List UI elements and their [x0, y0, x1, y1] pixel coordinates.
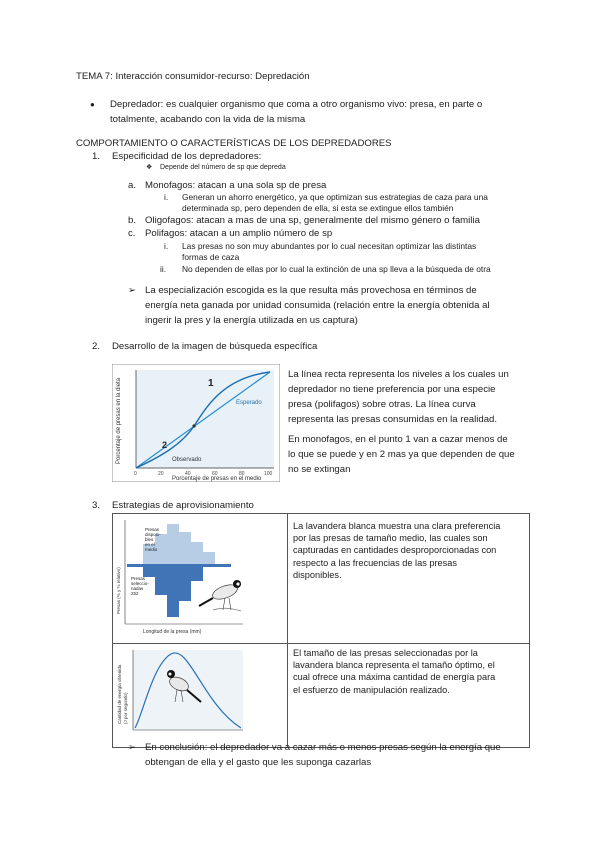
- fig1-label-bottom-3: nadas: [131, 586, 144, 591]
- prey-figure-tick-80: 80: [239, 471, 245, 477]
- conclusion-line-1: En conclusión: el depredador va a cazar más o menos presas según la energía que: [145, 742, 501, 753]
- item-2-para-2-line-1: En monofagos, en el punto 1 van a cazar menos de: [288, 434, 508, 445]
- item-1b-marker: b.: [128, 215, 137, 226]
- table-cell-text-2: [288, 644, 530, 748]
- foraging-strategies-table: [112, 513, 530, 748]
- diamond-bullet-icon: ❖: [146, 164, 153, 171]
- fig1-label-top-4: en el: [145, 542, 155, 547]
- fig2-ylabel: Cantidad de energía obtenida: [117, 664, 122, 724]
- item-1a-i-line-2: determinada sp, pero dependen de ella, si esta se extingue ellos también: [182, 203, 454, 213]
- prey-figure-tick-40: 40: [185, 471, 191, 477]
- item-1-note: Depende del número de sp que depreda: [160, 164, 286, 171]
- cell-1-line-5: disponibles.: [293, 569, 342, 580]
- definition-line-1: Depredador: es cualquier organismo que coma a otro organismo vivo: presa, en parte o: [110, 99, 483, 110]
- item-1a-i-marker: i.: [164, 192, 169, 202]
- item-2-para-2-line-2: lo que se puede y en 2 mas ya que dependen de que: [288, 449, 515, 460]
- cell-2-line-2: lavandera blanca representa el tamaño óptimo, el: [293, 660, 495, 671]
- fig1-label-top-1: Presas: [145, 527, 160, 532]
- item-1a-i-line-1: Generan un ahorro energético, ya que optimizan sus estrategias de caza para una: [182, 192, 488, 202]
- section-heading: COMPORTAMIENTO O CARACTERÍSTICAS DE LOS DEPREDADORES: [76, 138, 392, 149]
- prey-figure-tick-0: 0: [134, 471, 137, 477]
- item-1b-text: Oligofagos: atacan a mas de una sp, generalmente del mismo género o familia: [145, 215, 480, 226]
- prey-figure-label-observado: Observado: [172, 457, 202, 463]
- fig1-label-bottom-4: 252: [131, 591, 139, 596]
- fig2-ylabel-2: (J por segundo): [123, 692, 128, 724]
- fig1-ylabel: Presas (% y % relativo): [116, 567, 121, 614]
- item-1c-text: Polifagos: atacan a un amplio número de sp: [145, 228, 333, 239]
- bullet-icon: ●: [90, 100, 95, 109]
- specialization-line-3: ingerir la pres y la energía utilizada en us captura): [145, 315, 358, 326]
- prey-figure-label-2: 2: [162, 440, 168, 450]
- table-cell-figure-2: [113, 644, 288, 748]
- energy-curve-figure: [113, 644, 287, 742]
- cell-1-line-3: capturadas en cantidades desproporcionadas con: [293, 545, 497, 556]
- wagtail-bird-icon: [199, 580, 241, 611]
- item-1-title: Especificidad de los depredadores:: [112, 151, 262, 162]
- prey-figure-label-1: 1: [208, 378, 214, 389]
- table-cell-figure-1: [113, 514, 288, 644]
- item-3-title: Estrategias de aprovisionamiento: [112, 500, 254, 511]
- prey-figure-tick-20: 20: [158, 471, 164, 477]
- cell-1-line-4: respecto a las frecuencias de las presas: [293, 557, 457, 568]
- cell-2-line-1: El tamaño de las presas seleccionadas por la: [293, 648, 478, 658]
- definition-line-2: totalmente, acabando con la vida de la misma: [110, 114, 306, 125]
- specialization-line-2: energía neta ganada por unidad consumida (relación entre la energía obtenida al: [145, 300, 490, 311]
- prey-preference-figure: [112, 364, 280, 482]
- arrow-bullet-icon: ➢: [128, 285, 137, 296]
- table-row: [113, 644, 530, 748]
- page-title: TEMA 7: Interacción consumidor-recurso: Depredación: [76, 71, 310, 82]
- prey-figure-tick-100: 100: [264, 471, 273, 477]
- item-3-number: 3.: [92, 500, 101, 511]
- item-2-para-1-line-3: presa (polifagos) sobre otras. La línea curva: [288, 399, 476, 410]
- item-1c-marker: c.: [128, 228, 136, 239]
- fig1-label-bottom-1: Presas: [131, 576, 146, 581]
- fig1-xlabel: Longitud de la presa (mm): [143, 629, 202, 635]
- cell-2-line-4: el esfuerzo de manipulación realizado.: [293, 684, 450, 695]
- item-2-para-2-line-3: no se extingan: [288, 464, 351, 475]
- prey-figure-ylabel: Porcentaje de presas en la dieta: [116, 377, 122, 464]
- item-1c-ii-text: No dependen de ellas por lo cual la extinción de una sp lleva a la búsqueda de otra: [182, 264, 491, 274]
- cell-1-line-2: por las presas de tamaño medio, las cuales son: [293, 533, 488, 544]
- cell-2-line-3: cual ofrece una máxima cantidad de energía para: [293, 672, 496, 683]
- prey-figure-xlabel: Porcentaje de presas en el medio: [172, 476, 262, 482]
- prey-size-distribution-figure: [113, 514, 287, 638]
- item-2-para-1-line-2: depredador no tiene preferencia por una especie: [288, 384, 496, 395]
- cell-1-line-1: La lavandera blanca muestra una clara preferencia: [293, 521, 501, 531]
- item-2-number: 2.: [92, 341, 101, 352]
- item-1a-text: Monofagos: atacan a una sola sp de presa: [145, 180, 327, 191]
- conclusion-arrow-icon: ➢: [128, 742, 137, 753]
- item-1c-i-line-1: Las presas no son muy abundantes por lo cual necesitan optimizar las distintas: [182, 241, 477, 251]
- fig1-label-top-5: medio: [145, 547, 158, 552]
- item-1c-i-line-2: formas de caza: [182, 252, 240, 262]
- table-row: [113, 514, 530, 644]
- prey-figure-label-esperado: Esperado: [236, 400, 262, 406]
- item-1a-marker: a.: [128, 180, 137, 191]
- item-2-para-1-line-4: representa las presas consumidas en la realidad.: [288, 414, 498, 425]
- specialization-line-1: La especialización escogida es la que resulta más provechosa en términos de: [145, 285, 477, 296]
- item-2-para-1-line-1: La línea recta representa los niveles a los cuales un: [288, 369, 509, 380]
- table-cell-text-1: [288, 514, 530, 644]
- conclusion-line-2: obtengan de ella y el gasto que les suponga cazarlas: [145, 757, 372, 768]
- item-2-title: Desarrollo de la imagen de búsqueda específica: [112, 341, 318, 352]
- fig1-label-top-2: disponi-: [145, 532, 161, 537]
- item-1-number: 1.: [92, 151, 101, 162]
- item-1c-i-marker: i.: [164, 241, 169, 251]
- prey-figure-tick-60: 60: [212, 471, 218, 477]
- fig1-label-top-3: bles: [145, 537, 154, 542]
- item-1c-ii-marker: ii.: [160, 264, 167, 274]
- fig1-label-bottom-2: seleccio-: [131, 581, 149, 586]
